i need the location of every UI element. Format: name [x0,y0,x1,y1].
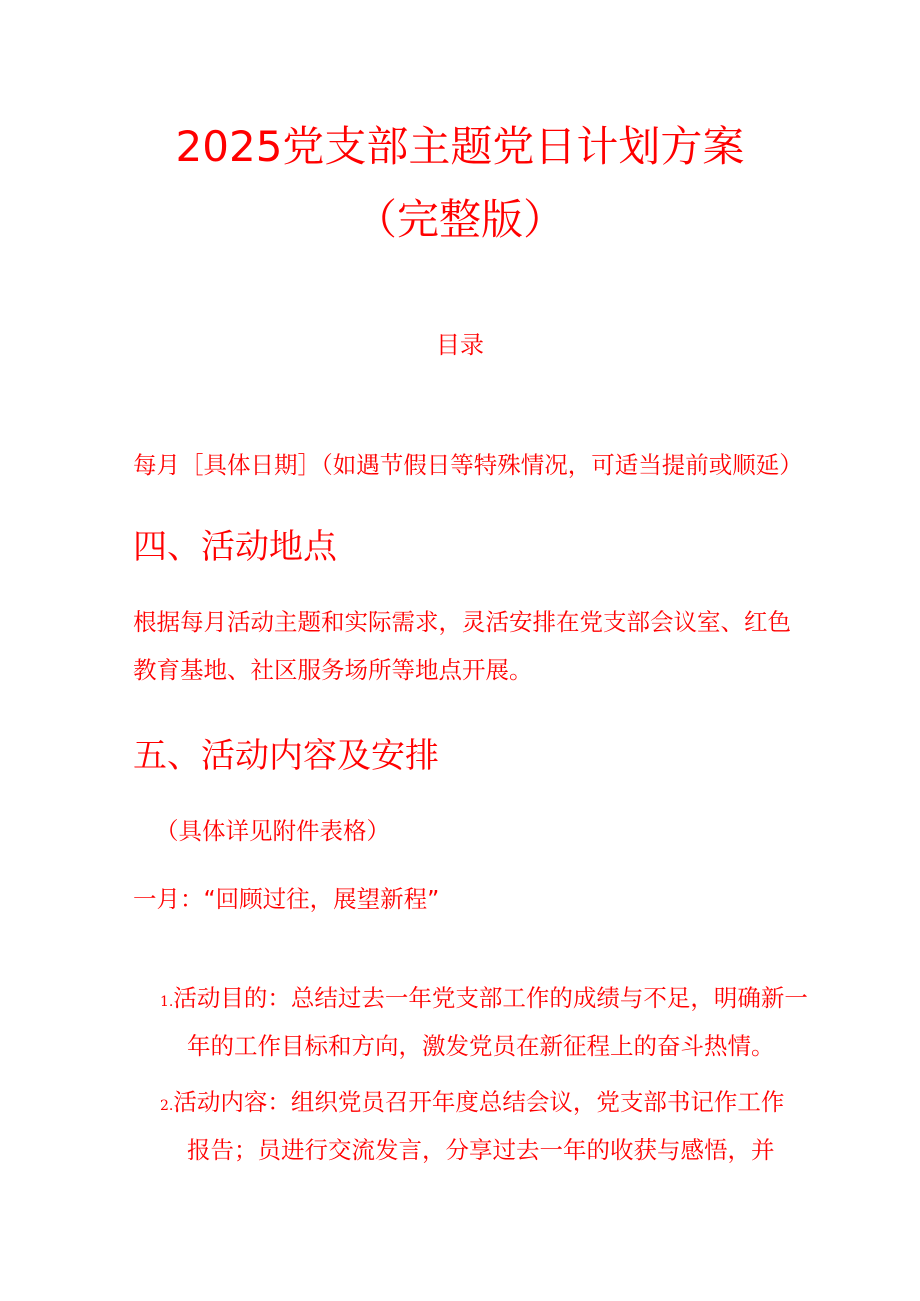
section5-note: （具体详见附件表格） [155,817,390,845]
activity-time-text: 每月［具体日期］（如遇节假日等特殊情况，可适当提前或顺延） [133,451,803,479]
document-title: 2025党支部主题党日计划方案 [175,122,745,171]
list-item-continuation: 年的工作目标和方向，激发党员在新征程上的奋斗热情。 [187,1032,775,1060]
list-item-continuation: 报告；员进行交流发言，分享过去一年的收获与感悟，并 [187,1136,775,1164]
section4-heading: 四、活动地点 [133,527,337,567]
section4-paragraph-line1: 根据每月活动主题和实际需求，灵活安排在党支部会议室、红色 [133,608,791,636]
document-subtitle: （完整版） [354,195,565,244]
toc-heading: 目录 [436,331,484,359]
list-item [160,983,808,1017]
list-item [160,1087,784,1121]
section4-paragraph-line2: 教育基地、社区服务场所等地点开展。 [133,656,533,684]
list-item-text: 活动内容：组织党员召开年度总结会议，党支部书记作工作 [173,1088,785,1116]
list-item-number: 1. [160,994,174,1010]
month-title: 一月：“回顾过往，展望新程” [133,885,440,913]
list-item-text: 活动目的：总结过去一年党支部工作的成绩与不足，明确新一 [173,984,808,1012]
section5-heading: 五、活动内容及安排 [133,736,439,776]
list-item-number: 2. [160,1098,174,1114]
